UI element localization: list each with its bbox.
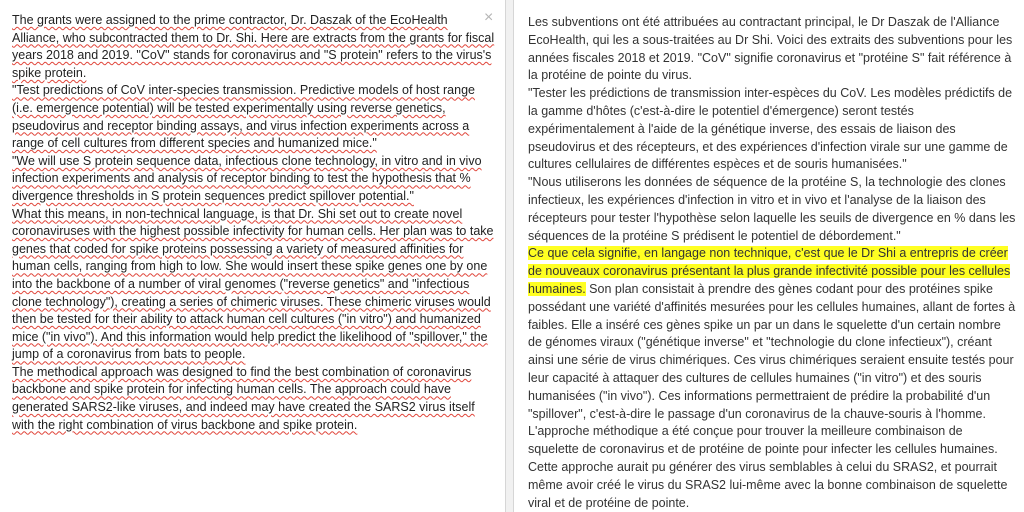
translation-paragraph: "Nous utiliserons les données de séquence de la protéine S, la technologie des clones infectieux, les expériences d'infection in vitro et in vivo et l'analyse de la liaison des récepteurs pour tester l'hypothèse selon laquelle les seuils de divergence en % dans les séquences de la protéine S prédisent le potentiel de débordement." — [528, 175, 1016, 243]
source-paragraph: "We will use S protein sequence data, infectious clone technology, in vitro and in vivo infection experiments and analysis of receptor binding to test the hypothesis that % divergence thresholds in S protein sequences predict spillover potential." — [12, 153, 482, 203]
close-icon[interactable]: × — [484, 9, 494, 26]
source-paragraph: What this means, in non-technical language, is that Dr. Shi set out to create novel coronaviruses with the highest possible infectivity for human cells. Her plan was to take genes that coded for spike proteins possessing a variety of measured affinities for human cells, ranging from high to low. She would insert these spike genes one by one into the backbone of a number of viral genomes ("reverse genetics" and "infectious clone technology"), creating a series of chimeric viruses. These chimeric viruses would then be tested for their ability to attack human cell cultures ("in vitro") and humanized mice ("in vivo"). And this information would help predict the likelihood of "spillover," the jump of a coronavirus from bats to people. — [12, 206, 494, 362]
translation-paragraph: "Tester les prédictions de transmission inter-espèces du CoV. Les modèles prédictifs de la gamme d'hôtes (c'est-à-dire le potentiel d'émergence) seront testés expérimentalement à l'aide de la génétique inverse, des essais de liaison des pseudovirus et des récepteurs, et des expériences d'infection virale sur une gamme de cultures cellulaires de différentes espèces et de souris humanisées." — [528, 86, 1013, 172]
translation-paragraph: Les subventions ont été attribuées au contractant principal, le Dr Daszak de l'Alliance EcoHealth, qui les a sous-traitées au Dr Shi. Voici des extraits des subventions pour les années fiscales 2018 et 2019. "CoV" signifie coronavirus et "protéine S" fait référence à la protéine de pointe du virus. — [528, 15, 1013, 83]
source-paragraph: "Test predictions of CoV inter-species transmission. Predictive models of host range (i.e. emergence potential) will be tested experimentally using reverse genetics, pseudovirus and receptor binding assays, and virus infection experiments across a range of cell cultures from different species and humanized mice." — [12, 83, 475, 151]
highlighted-sentence: Ce que cela signifie, en langage non technique, c'est que le Dr Shi a entrepris de créer de nouveaux coronavirus présentant la plus grande infectivité possible pour les cellules humaines. — [528, 246, 1011, 296]
pane-divider[interactable] — [505, 0, 514, 512]
translation-paragraph: L'approche méthodique a été conçue pour trouver la meilleure combinaison de squelette de coronavirus et de protéine de pointe pour infecter les cellules humaines. Cette approche aurait pu générer des virus semblables à celui du SRAS2, et pourrait même avoir créé le virus du SRAS2 lui-même avec la bonne combinaison de squelette viral et de protéine de pointe. — [528, 424, 1008, 510]
source-paragraph: The grants were assigned to the prime contractor, Dr. Daszak of the EcoHealth Alliance, who subcontracted them to Dr. Shi. Here are extracts from the grants for fiscal years 2018 and 2019. "CoV" stands for coronavirus and "S protein" refers to the virus's spike protein. — [12, 13, 495, 80]
translation-text: Son plan consistait à prendre des gènes codant pour des protéines spike possédant une variété d'affinités mesurées pour les cellules humaines, allant de fortes à faibles. Elle a inséré ces gènes spike un par un dans le squelette d'un certain nombre de génomes viraux ("génétique inverse" et "technologie du clone infectieux"), créant ainsi une série de virus chimériques. Ces virus chimériques seraient ensuite testés pour leur capacité à attaquer des cultures de cellules humaines ("in vitro") et des souris humanisées ("in vivo"). Ces informations permettraient de prédire la probabilité d'un "spillover", c'est-à-dire le passage d'un coronavirus de la chauve-souris à l'homme. — [528, 281, 1016, 421]
source-text-pane[interactable] — [0, 0, 505, 512]
translation-pane — [514, 0, 1024, 512]
source-paragraph: The methodical approach was designed to find the best combination of coronavirus backbone and spike protein for infecting human cells. The approach could have generated SARS2-like viruses, and indeed may have created the SARS2 virus itself with the right combination of virus backbone and spike protein. — [12, 364, 475, 432]
translation-paragraph-highlighted — [528, 245, 1016, 423]
